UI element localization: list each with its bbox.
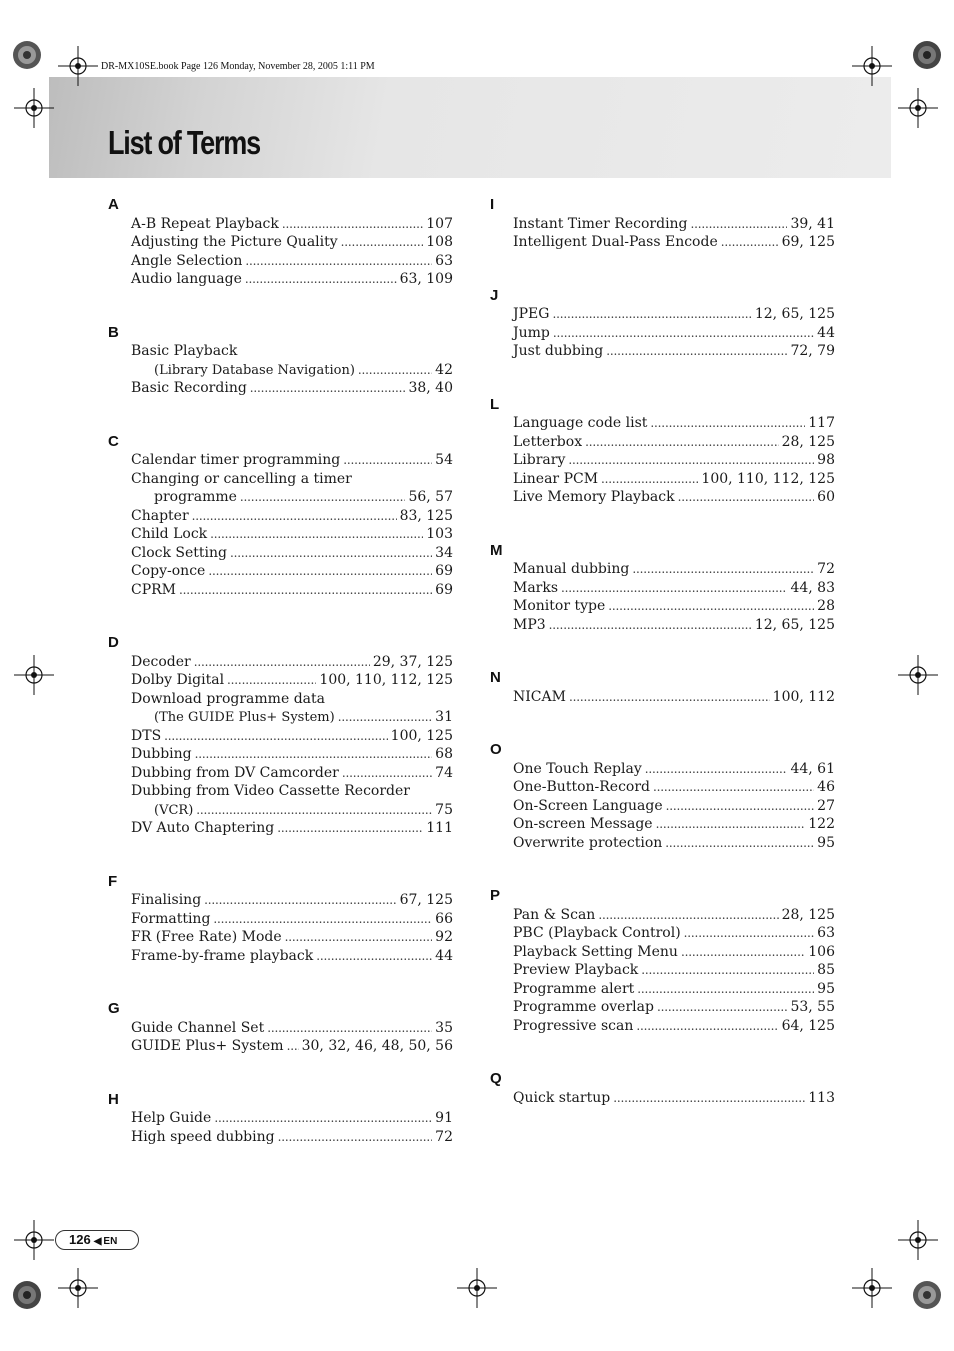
index-entry [131,525,453,544]
index-column-right [490,196,835,1142]
index-entry [131,671,453,690]
index-letter: B [108,323,119,341]
index-group-g [108,1000,453,1056]
registration-mark-icon [852,1268,892,1308]
page-references: 91 [435,1110,453,1126]
dot-leader [338,708,432,727]
page-references: 64, 125 [781,1017,835,1034]
index-entry [131,270,453,289]
dot-leader [195,745,433,764]
index-entry [513,433,835,452]
index-term: Dubbing from DV Camcorder [131,764,339,781]
index-term: CPRM [131,581,177,598]
index-term: Progressive scan [513,1017,634,1034]
index-term: Library [513,452,566,468]
page-references: 68 [435,746,453,762]
dot-leader [204,891,396,910]
index-entry [154,361,453,380]
page-references: 63, 109 [399,271,453,287]
dot-leader [691,215,788,234]
page-references: 95 [817,834,835,851]
page-references: 111 [426,820,453,836]
dot-leader [549,616,752,635]
index-letter: F [108,872,118,890]
page-references: 113 [808,1089,835,1106]
index-entry [513,451,835,470]
index-group-q [490,1070,835,1107]
index-group-c [108,433,453,600]
index-term: Letterbox [513,433,583,450]
index-entry [131,653,453,672]
dot-leader [552,305,751,324]
color-target-icon [11,39,43,71]
page-references: 69, 125 [781,234,835,250]
dot-leader [681,943,805,962]
index-entry [131,1019,453,1038]
index-term: Programme alert [513,980,635,997]
page-references: 63 [817,925,835,941]
index-term: Intelligent Dual-Pass Encode [513,234,718,250]
index-term: Manual dubbing [513,561,630,577]
page-references: 38, 40 [408,380,453,396]
page-references: 31 [435,709,453,725]
index-term: Dubbing [131,746,192,762]
dot-leader [240,488,406,507]
index-entry [131,727,453,746]
index-group-h [108,1091,453,1147]
dot-leader [637,980,814,999]
dot-leader [721,233,779,252]
registration-mark-icon [58,1268,98,1308]
dot-leader [214,1109,432,1128]
index-entry [513,1017,835,1036]
index-term: Help Guide [131,1110,212,1126]
page-references: 44, 83 [790,579,835,596]
dot-leader [684,924,815,943]
index-term: Calendar timer programming [131,452,341,468]
registration-mark-icon [58,46,98,86]
dot-leader [250,379,406,398]
page-references: 72 [817,561,835,577]
page-references: 60 [817,489,835,505]
page-references: 66 [435,910,453,927]
color-target-icon [911,39,943,71]
dot-leader [245,252,432,271]
index-letter: O [490,741,502,758]
index-subterm: (The GUIDE Plus+ System) [154,710,335,725]
index-term: MP3 [513,616,546,633]
index-entry [513,815,835,834]
index-term: Marks [513,579,559,596]
index-term: GUIDE Plus+ System [131,1038,284,1054]
index-term: A-B Repeat Playback [131,215,279,232]
index-term: Child Lock [131,526,208,542]
index-group-l [490,396,835,507]
dot-leader [678,488,815,507]
dot-leader [341,233,424,252]
index-term: One Touch Replay [513,760,642,777]
index-entry [513,998,835,1017]
page-references: 74 [435,764,453,781]
index-term: Changing or cancelling a timer [131,470,352,487]
index-term: FR (Free Rate) Mode [131,929,282,945]
index-term: Chapter [131,507,189,524]
dot-leader [287,1037,299,1056]
registration-mark-icon [852,46,892,86]
page-references: 95 [817,980,835,997]
page-references: 69 [435,563,453,579]
index-letter: L [490,395,500,413]
page-references: 85 [817,962,835,978]
language-code: EN [103,1236,118,1247]
page-references: 100, 110, 112, 125 [319,672,453,688]
page-references: 75 [435,801,453,818]
dot-leader [208,562,432,581]
index-term: Guide Channel Set [131,1019,265,1036]
index-group-d [108,634,453,838]
index-group-b [108,324,453,398]
index-letter: C [108,432,119,450]
index-term: Dubbing from Video Cassette Recorder [131,783,410,799]
index-term: Pan & Scan [513,906,596,923]
index-term: Adjusting the Picture Quality [131,234,338,250]
index-letter: G [108,1000,120,1017]
dot-leader [358,361,432,380]
page-references: 42 [435,361,453,378]
dot-leader [569,688,770,707]
index-term: DV Auto Chaptering [131,820,275,836]
index-entry [513,778,835,797]
page-references: 92 [435,929,453,945]
dot-leader [636,1017,778,1036]
index-entry [131,507,453,526]
index-entry [131,562,453,581]
page-references: 44 [435,947,453,964]
index-entry [513,324,835,343]
page-references: 103 [426,526,453,542]
dot-leader [210,525,423,544]
index-term: High speed dubbing [131,1128,275,1145]
index-entry [513,924,835,943]
index-term: DTS [131,727,162,744]
page-number: 126 [69,1232,91,1247]
index-entry [513,906,835,925]
dot-leader [342,764,432,783]
index-term: Playback Setting Menu [513,943,678,960]
dot-leader [316,947,432,966]
page-references: 106 [808,943,835,960]
index-entry [131,947,453,966]
page-title: List of Terms [108,124,260,161]
index-term: Programme overlap [513,999,654,1015]
index-letter: J [490,286,499,304]
index-entry [131,1109,453,1128]
page-references: 46 [817,779,835,795]
index-term: Frame-by-frame playback [131,947,314,964]
index-term: Jump [513,324,550,341]
index-group-p [490,887,835,1035]
index-term: Dolby Digital [131,672,225,688]
dot-leader [598,906,778,925]
index-entry [131,928,453,947]
page-references: 100, 110, 112, 125 [701,470,835,487]
dot-leader [179,581,432,600]
index-group-m [490,542,835,635]
dot-leader [666,797,815,816]
index-entry [513,215,835,234]
index-group-f [108,873,453,966]
index-term: Basic Playback [131,343,238,359]
dot-leader [230,544,432,563]
index-term: Language code list [513,415,648,431]
dot-leader [657,998,788,1017]
color-target-icon [911,1279,943,1311]
index-entry [131,745,453,764]
page-references: 53, 55 [790,999,835,1015]
dot-leader [585,433,778,452]
dot-leader [656,815,806,834]
index-term: Quick startup [513,1089,611,1106]
index-entry [513,961,835,980]
index-entry [131,891,453,910]
dot-leader [653,778,814,797]
index-term: One-Button-Record [513,779,650,795]
index-group-n [490,669,835,706]
index-entry [513,688,835,707]
index-entry [513,797,835,816]
index-entry [131,1037,453,1056]
dot-leader [613,1089,805,1108]
index-entry [131,764,453,783]
index-term: Finalising [131,892,202,908]
page-references: 28, 125 [781,906,835,923]
index-letter: I [490,196,495,213]
page-number-badge [55,1230,139,1250]
page-references: 54 [435,452,453,468]
index-group-j [490,287,835,361]
page-references: 117 [808,415,835,431]
dot-leader [277,819,423,838]
index-term: Download programme data [131,690,325,707]
index-term: On-screen Message [513,816,653,832]
index-letter: M [490,541,503,559]
page-references: 27 [817,797,835,814]
index-entry [131,379,453,398]
index-entry [513,560,835,579]
index-entry [131,544,453,563]
dot-leader [665,834,814,853]
index-entry [131,910,453,929]
index-entry [131,1128,453,1147]
index-entry [513,470,835,489]
index-term: Basic Recording [131,380,247,396]
dot-leader [278,1128,433,1147]
index-entry [154,801,453,820]
page-references: 34 [435,544,453,561]
page-references: 35 [435,1019,453,1036]
index-letter: Q [490,1070,502,1087]
index-entry [131,252,453,271]
page-references: 39, 41 [790,215,835,232]
color-target-icon [11,1279,43,1311]
dot-leader [192,507,397,526]
index-group-a [108,196,453,289]
dot-leader [606,342,787,361]
page-references: 83, 125 [399,507,453,524]
dot-leader [645,760,788,779]
page-references: 107 [426,215,453,232]
registration-mark-icon [898,1220,938,1260]
page-references: 28, 125 [781,433,835,450]
dot-leader [608,597,814,616]
page-references: 44, 61 [790,760,835,777]
index-subterm: (VCR) [154,802,194,818]
registration-mark-icon [14,88,54,128]
dot-leader [282,215,423,234]
index-entry [513,760,835,779]
dot-leader [641,961,814,980]
index-entry [513,616,835,635]
index-entry [513,488,835,507]
dot-leader [245,270,397,289]
index-entry [131,819,453,838]
index-term: On-Screen Language [513,797,663,814]
page-references: 67, 125 [399,892,453,908]
index-entry [154,708,453,727]
dot-leader [632,560,814,579]
page-references: 63 [435,252,453,269]
index-subterm: programme [154,489,237,505]
registration-mark-icon [457,1268,497,1308]
book-info-line: DR-MX10SE.book Page 126 Monday, November 28, 2005 1:11 PM [101,61,375,72]
index-term: Instant Timer Recording [513,215,688,232]
index-entry [513,834,835,853]
dot-leader [601,470,698,489]
registration-mark-icon [898,88,938,128]
dot-leader [196,801,432,820]
index-entry [131,215,453,234]
dot-leader [561,579,787,598]
dot-leader [194,653,370,672]
dot-leader [553,324,814,343]
index-term: Formatting [131,910,211,927]
index-term: JPEG [513,306,550,322]
page-references: 12, 65, 125 [754,306,835,322]
dot-leader [267,1019,432,1038]
page-references: 44 [817,324,835,341]
index-term: PBC (Playback Control) [513,925,681,941]
registration-mark-icon [14,655,54,695]
page-references: 122 [808,816,835,832]
dot-leader [343,451,432,470]
index-letter: P [490,887,501,904]
index-entry [513,597,835,616]
dot-leader [285,928,433,947]
index-term: Linear PCM [513,470,599,487]
index-letter: H [108,1090,119,1108]
registration-mark-icon [14,1220,54,1260]
index-entry [131,451,453,470]
dot-leader [164,727,388,746]
index-entry [513,980,835,999]
page-references: 28 [817,598,835,614]
index-letter: D [108,634,119,651]
index-term: Just dubbing [513,343,604,359]
index-entry [513,579,835,598]
index-entry [513,342,835,361]
dot-leader [213,910,432,929]
index-term: Preview Playback [513,962,639,978]
index-group-o [490,741,835,852]
page-references: 69 [435,581,453,598]
index-entry [513,305,835,324]
index-letter: N [490,669,501,686]
index-term: NICAM [513,688,566,705]
page-references: 56, 57 [408,489,453,505]
index-term: Monitor type [513,598,606,614]
arrow-left-icon: ◀ [93,1236,102,1247]
index-entry [131,233,453,252]
index-term: Decoder [131,653,191,670]
index-entry [513,233,835,252]
page-references: 100, 112 [772,688,835,705]
page-references: 100, 125 [390,727,453,744]
page-references: 72, 79 [790,343,835,359]
index-group-i [490,196,835,252]
index-entry [131,581,453,600]
page-references: 29, 37, 125 [372,653,453,670]
dot-leader [227,671,316,690]
index-term: Clock Setting [131,544,227,561]
dot-leader [650,414,805,433]
index-entry [154,488,453,507]
page-references: 98 [817,452,835,468]
index-entry [513,943,835,962]
dot-leader [568,451,814,470]
index-term: Angle Selection [131,252,243,269]
page-references: 12, 65, 125 [754,616,835,633]
page-references: 72 [435,1128,453,1145]
index-letter: A [108,196,119,213]
index-column-left [108,196,453,1181]
index-subterm: (Library Database Navigation) [154,362,355,378]
page-references: 30, 32, 46, 48, 50, 56 [301,1038,453,1054]
index-term: Live Memory Playback [513,489,675,505]
index-term: Copy-once [131,563,206,579]
index-entry [513,414,835,433]
index-term: Overwrite protection [513,834,663,851]
registration-mark-icon [898,655,938,695]
index-entry [513,1089,835,1108]
index-term: Audio language [131,271,242,287]
page-references: 108 [426,234,453,250]
